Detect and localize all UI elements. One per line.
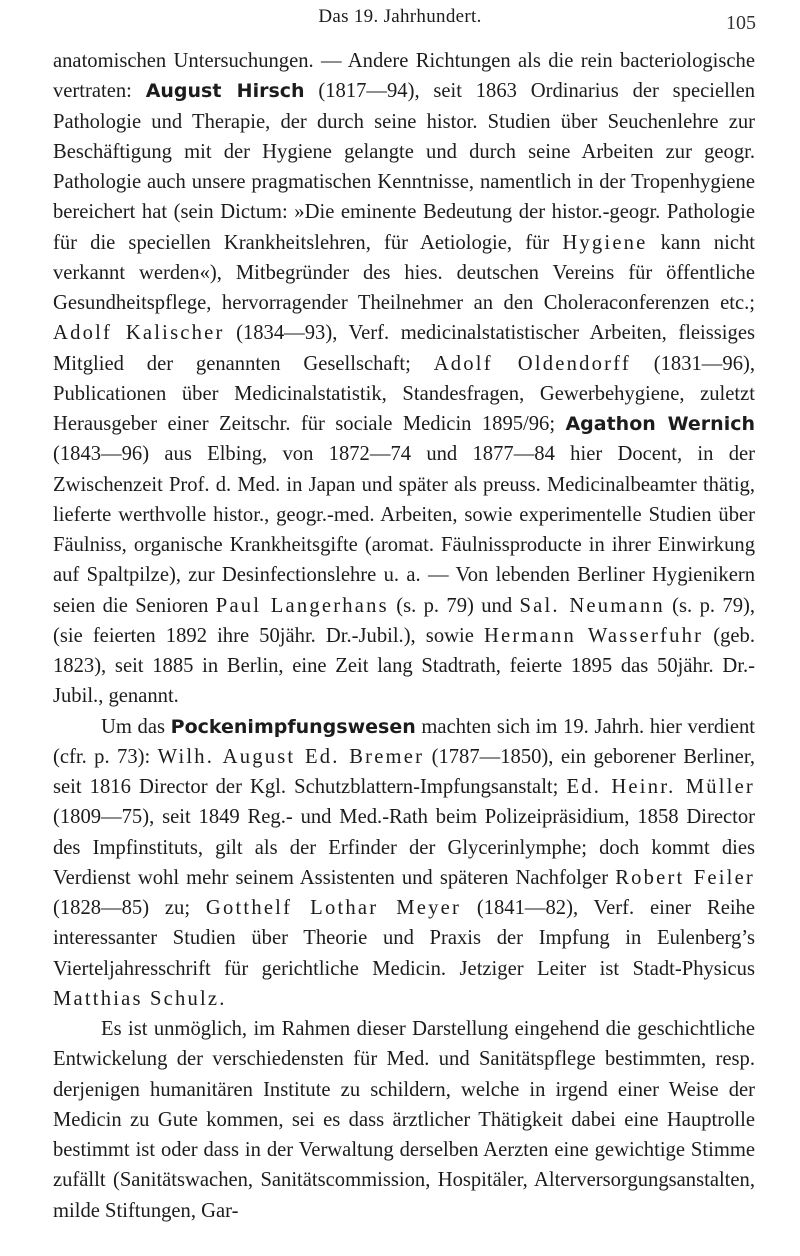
- person-name: Adolf Oldendorff: [433, 352, 631, 375]
- page-body: [53, 46, 755, 1226]
- paragraph-institutes: Es ist unmöglich, im Rahmen dieser Darstellung eingehend die geschichtliche Entwickelung der verschiedensten für Med. und Sanitätspflege bestimmten, resp. derjenigen humanitären Institute zu schildern, welche in irgend einer Weise der Medicin zu Gute kommen, sei es dass ärztlicher Thätigkeit dabei eine Hauptrolle bestimmt ist oder dass in der Verwaltung derselben Aerzten eine gewichtige Stimme zufällt (Sanitätswachen, Sanitätscommission, Hospitäler, Alterversorgungsanstalten, milde Stiftungen, Gar-: [53, 1018, 755, 1222]
- person-name: August Hirsch: [145, 80, 305, 103]
- person-name: Robert Feiler: [615, 866, 755, 889]
- section-topic: Pockenimpfungswesen: [170, 715, 416, 738]
- person-name: Ed. Heinr. Müller: [566, 776, 755, 798]
- paragraph-hygienists: anatomischen Untersuchungen. — Andere Richtungen als die rein bacteriologische vertraten: August Hirsch (1817—94), seit 1863 Ordinarius der speciellen Pathologie und Therapie, der durch seine histor. Studien über Seuchenlehre zur Beschäftigung mit der Hygiene gelangte und durch seine Arbeiten zur geogr. Pathologie auch unsere pragmatischen Kenntnisse, namentlich in der Tropenhygiene bereichert hat (sein Dictum: »Die eminente Bedeutung der histor.-geogr. Pathologie für die speciellen Krankheitslehren, für Aetiologie, für Hygiene kann nicht verkannt werden«), Mitbegründer des hies. deutschen Vereins für öffentliche Gesundheitspflege, hervorragender Theilnehmer an den Choleraconferenzen etc.; Adolf Kalischer (1834—93), Verf. medicinalstatistischer Arbeiten, fleissiges Mitglied der genannten Gesellschaft; Adolf Oldendorff (1831—96), Publicationen über Medicinalstatistik, Standesfragen, Gewerbehygiene, zuletzt Herausgeber einer Zeitschr. für sociale Medicin 1895/96; Agathon Wernich (1843—96) aus Elbing, von 1872—74 und 1877—84 hier Docent, in der Zwischenzeit Prof. d. Med. in Japan und später als preuss. Medicinalbeamter thätig, lieferte werthvolle histor., geogr.-med. Arbeiten, sowie experimentelle Studien über Fäulniss, organische Krankheitsgifte (aromat. Fäulnissproducte in ihrer Einwirkung auf Spaltpilze), zur Desinfectionslehre u. a. — Von lebenden Berliner Hygienikern seien die Senioren Paul Langerhans (s. p. 79) und Sal. Neumann (s. p. 79), (sie feierten 1892 ihre 50jähr. Dr.-Jubil.), sowie Hermann Wasserfuhr (geb. 1823), seit 1885 in Berlin, eine Zeit lang Stadtrath, feierte 1895 das 50jähr. Dr.-Jubil., genannt.: [53, 50, 756, 708]
- person-name: Paul Langerhans: [215, 594, 389, 617]
- person-name: Sal. Neumann: [519, 594, 665, 617]
- running-head: Das 19. Jahrhundert.: [318, 6, 482, 27]
- person-name: Hermann Wasserfuhr: [483, 624, 704, 647]
- paragraph-vaccination: Um das Pockenimpfungswesen machten sich im 19. Jahrh. hier verdient (cfr. p. 73): Wilh. August Ed. Bremer (1787—1850), ein geborener Berliner, seit 1816 Director der Kgl. Schutzblattern-Impfungsanstalt; Ed. Heinr. Müller (1809—75), seit 1849 Reg.- und Med.-Rath beim Polizeipräsidium, 1858 Director des Impfinstituts, gilt als der Erfinder der Glycerinlymphe; doch kommt dies Verdienst wohl mehr seinem Assistenten und späteren Nachfolger Robert Feiler (1828—85) zu; Gotthelf Lothar Meyer (1841—82), Verf. einer Reihe interessanter Studien über Theorie und Praxis der Impfung in Eulenberg’s Vierteljahresschrift für gerichtliche Medicin. Jetziger Leiter ist Stadt-Physicus Matthias Schulz.: [53, 715, 755, 1010]
- person-name: Agathon Wernich: [565, 413, 756, 435]
- person-name: Matthias Schulz: [53, 987, 220, 1010]
- person-name: Gotthelf Lothar Meyer: [205, 897, 462, 919]
- page-number: 105: [726, 12, 756, 34]
- emphasis-word: Hygiene: [562, 231, 648, 254]
- person-name: Wilh. August Ed. Bremer: [157, 745, 425, 768]
- page-header: [0, 4, 800, 44]
- person-name: Adolf Kalischer: [53, 322, 225, 345]
